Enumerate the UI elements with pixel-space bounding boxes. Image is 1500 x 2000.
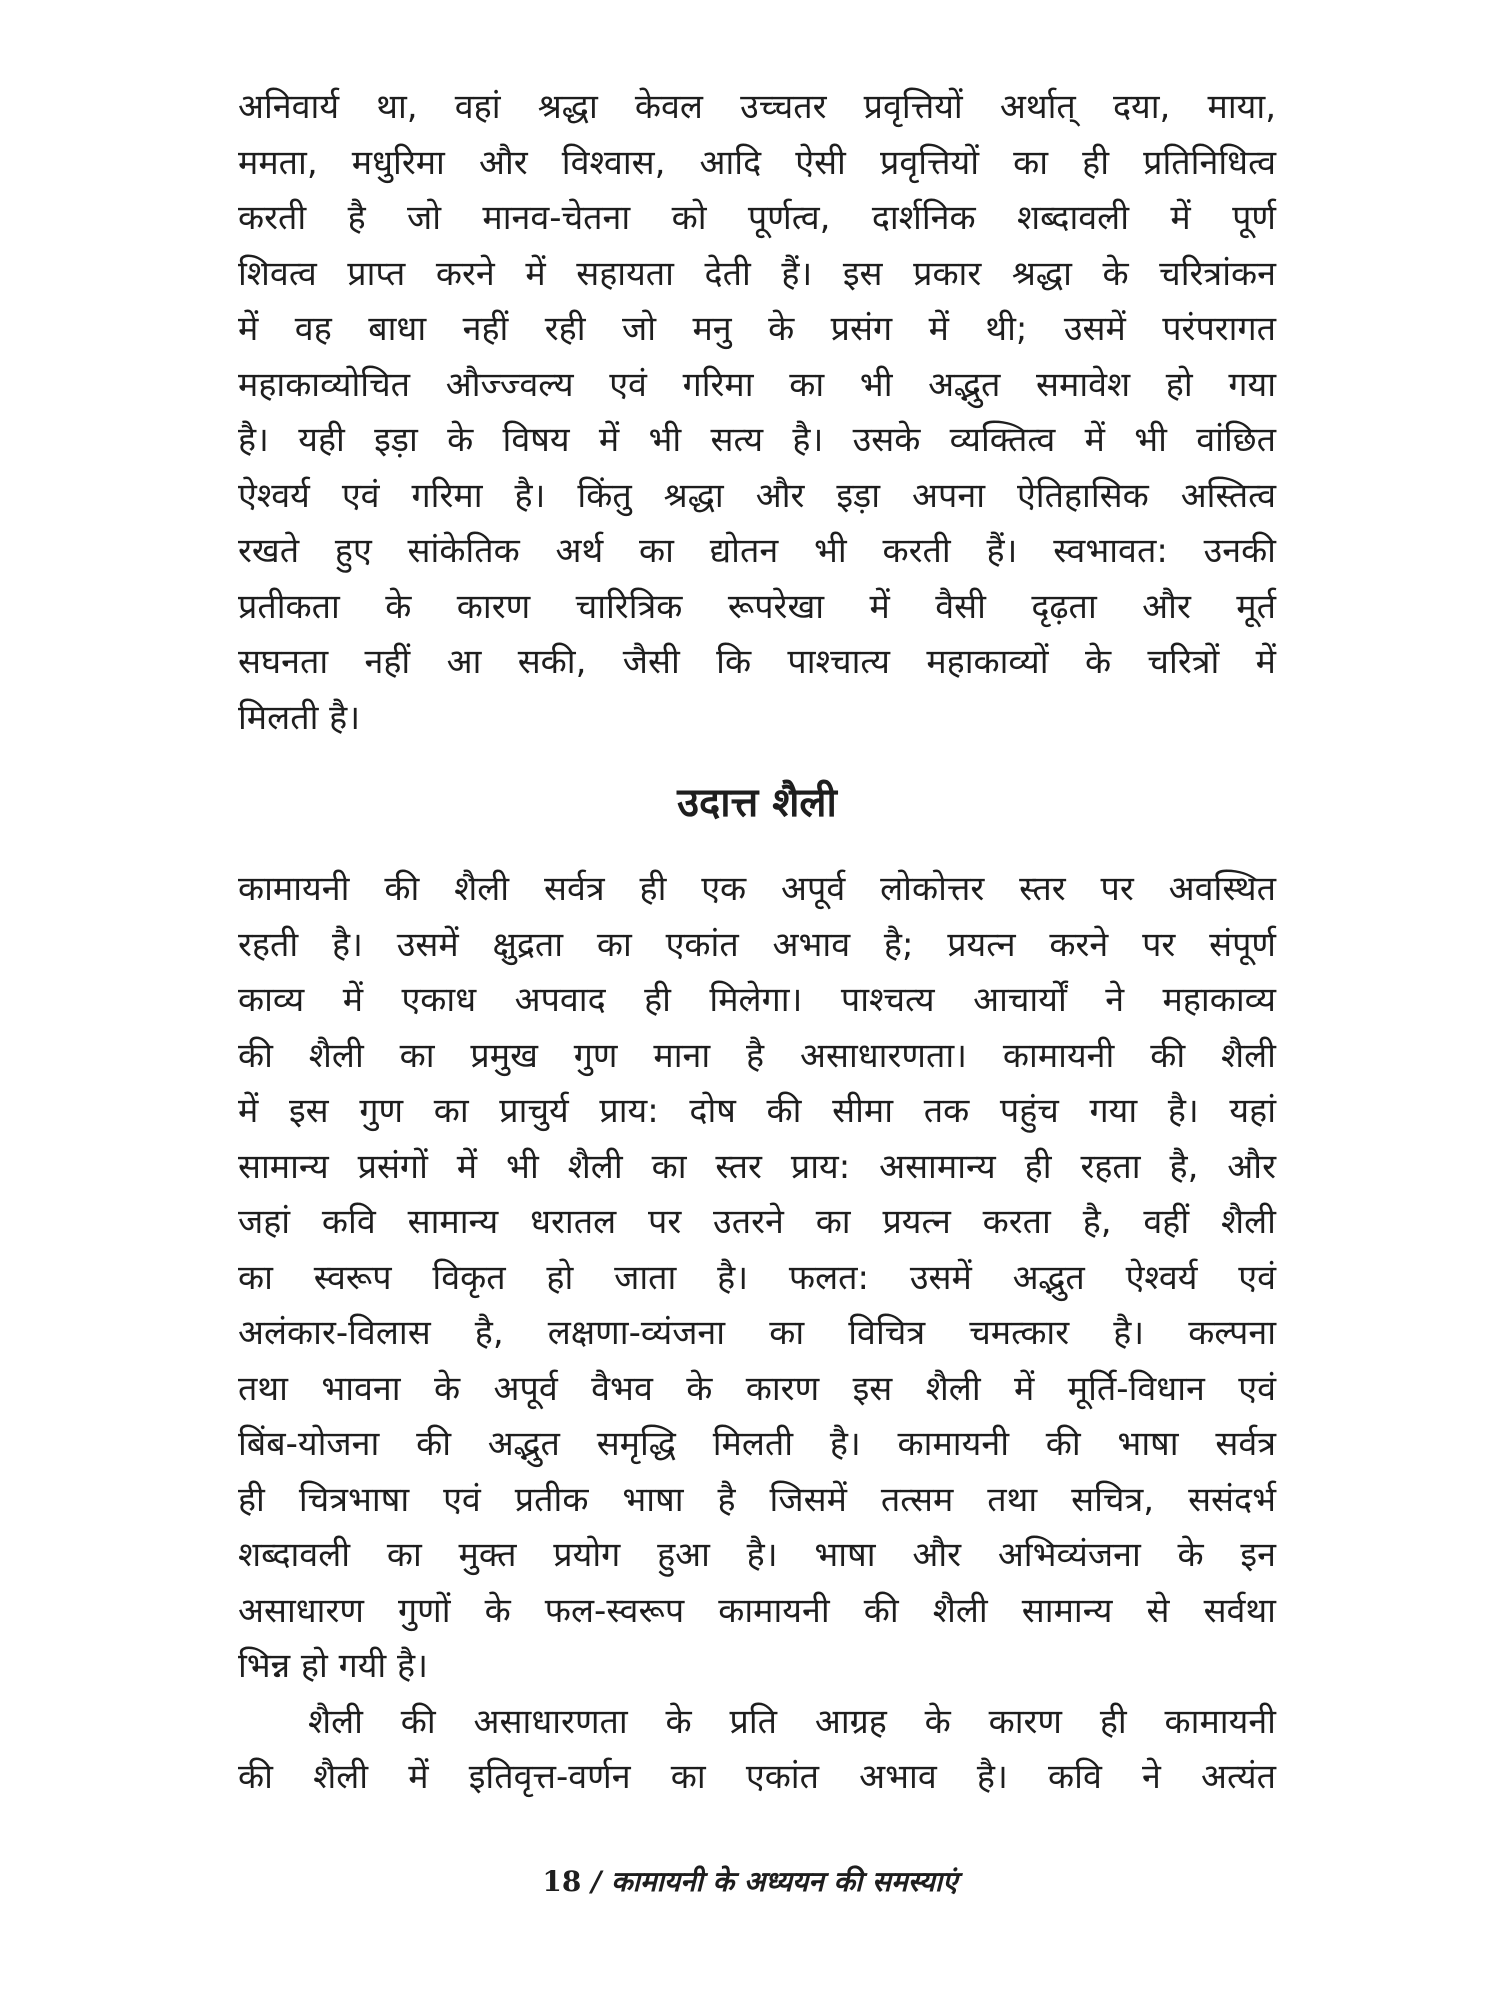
text-line: शिवत्व प्राप्त करने में सहायता देती हैं। इस प्रकार श्रद्धा के चरित्रांकन	[238, 253, 1276, 294]
paragraph-style	[238, 862, 1276, 1695]
text-line: कामायनी की शैली सर्वत्र ही एक अपूर्व लोकोत्तर स्तर पर अवस्थित	[238, 869, 1276, 909]
paragraph-indented	[238, 1695, 1276, 1806]
text-line: करती है जो मानव-चेतना को पूर्णत्व, दार्शनिक शब्दावली में पूर्ण	[238, 198, 1276, 238]
text-line: की शैली का प्रमुख गुण माना है असाधारणता। कामायनी की शैली	[238, 1035, 1276, 1076]
page-footer	[0, 1862, 1500, 1900]
text-line: शैली की असाधारणता के प्रति आग्रह के कारण ही कामायनी	[308, 1701, 1276, 1742]
text-line: बिंब-योजना की अद्भुत समृद्धि मिलती है। कामायनी की भाषा सर्वत्र	[238, 1424, 1276, 1464]
text-line: शब्दावली का मुक्त प्रयोग हुआ है। भाषा और अभिव्यंजना के इन	[238, 1535, 1276, 1575]
text-line: मिलती है।	[238, 697, 361, 738]
text-line: तथा भावना के अपूर्व वैभव के कारण इस शैली में मूर्ति-विधान एवं	[238, 1368, 1276, 1409]
text-line: अलंकार-विलास है, लक्षणा-व्यंजना का विचित्र चमत्कार है। कल्पना	[238, 1313, 1276, 1353]
text-line: में इस गुण का प्राचुर्य प्राय: दोष की सीमा तक पहुंच गया है। यहां	[238, 1091, 1276, 1131]
footer-separator: /	[581, 1865, 612, 1898]
text-line: जहां कवि सामान्य धरातल पर उतरने का प्रयत्न करता है, वहीं शैली	[238, 1202, 1276, 1242]
text-line: ममता, मधुरिमा और विश्वास, आदि ऐसी प्रवृत्तियों का ही प्रतिनिधित्व	[238, 142, 1276, 183]
text-line: ऐश्वर्य एवं गरिमा है। किंतु श्रद्धा और इड़ा अपना ऐतिहासिक अस्तित्व	[238, 475, 1276, 516]
text-line: महाकाव्योचित औज्ज्वल्य एवं गरिमा का भी अद्भुत समावेश हो गया	[238, 364, 1276, 405]
text-line: है। यही इड़ा के विषय में भी सत्य है। उसके व्यक्तित्व में भी वांछित	[238, 420, 1276, 460]
text-line: में वह बाधा नहीं रही जो मनु के प्रसंग में थी; उसमें परंपरागत	[238, 309, 1276, 349]
page-body	[238, 80, 1276, 1806]
section-heading: उदात्त शैली	[677, 780, 837, 826]
paragraph-continuation	[238, 80, 1276, 746]
text-line: की शैली में इतिवृत्त-वर्णन का एकांत अभाव है। कवि ने अत्यंत	[238, 1757, 1276, 1797]
text-line: भिन्न हो गयी है।	[238, 1646, 428, 1686]
text-line: सामान्य प्रसंगों में भी शैली का स्तर प्राय: असामान्य ही रहता है, और	[238, 1146, 1276, 1187]
text-line: ही चित्रभाषा एवं प्रतीक भाषा है जिसमें तत्सम तथा सचित्र, ससंदर्भ	[238, 1479, 1276, 1520]
text-line: का स्वरूप विकृत हो जाता है। फलत: उसमें अद्भुत ऐश्वर्य एवं	[238, 1257, 1276, 1298]
text-line: काव्य में एकाध अपवाद ही मिलेगा। पाश्चत्य आचार्यों ने महाकाव्य	[238, 980, 1276, 1020]
text-line: असाधारण गुणों के फल-स्वरूप कामायनी की शैली सामान्य से सर्वथा	[238, 1590, 1276, 1631]
page-number: 18	[542, 1865, 582, 1898]
book-title: कामायनी के अध्ययन की समस्याएं	[611, 1865, 958, 1898]
text-line: अनिवार्य था, वहां श्रद्धा केवल उच्चतर प्रवृत्तियों अर्थात् दया, माया,	[238, 87, 1276, 127]
text-line: प्रतीकता के कारण चारित्रिक रूपरेखा में वैसी दृढ़ता और मूर्त	[238, 586, 1276, 627]
text-line: सघनता नहीं आ सकी, जैसी कि पाश्चात्य महाकाव्यों के चरित्रों में	[238, 642, 1276, 682]
text-line: रहती है। उसमें क्षुद्रता का एकांत अभाव है; प्रयत्न करने पर संपूर्ण	[238, 924, 1276, 965]
text-line: रखते हुए सांकेतिक अर्थ का द्योतन भी करती हैं। स्वभावत: उनकी	[238, 531, 1276, 571]
